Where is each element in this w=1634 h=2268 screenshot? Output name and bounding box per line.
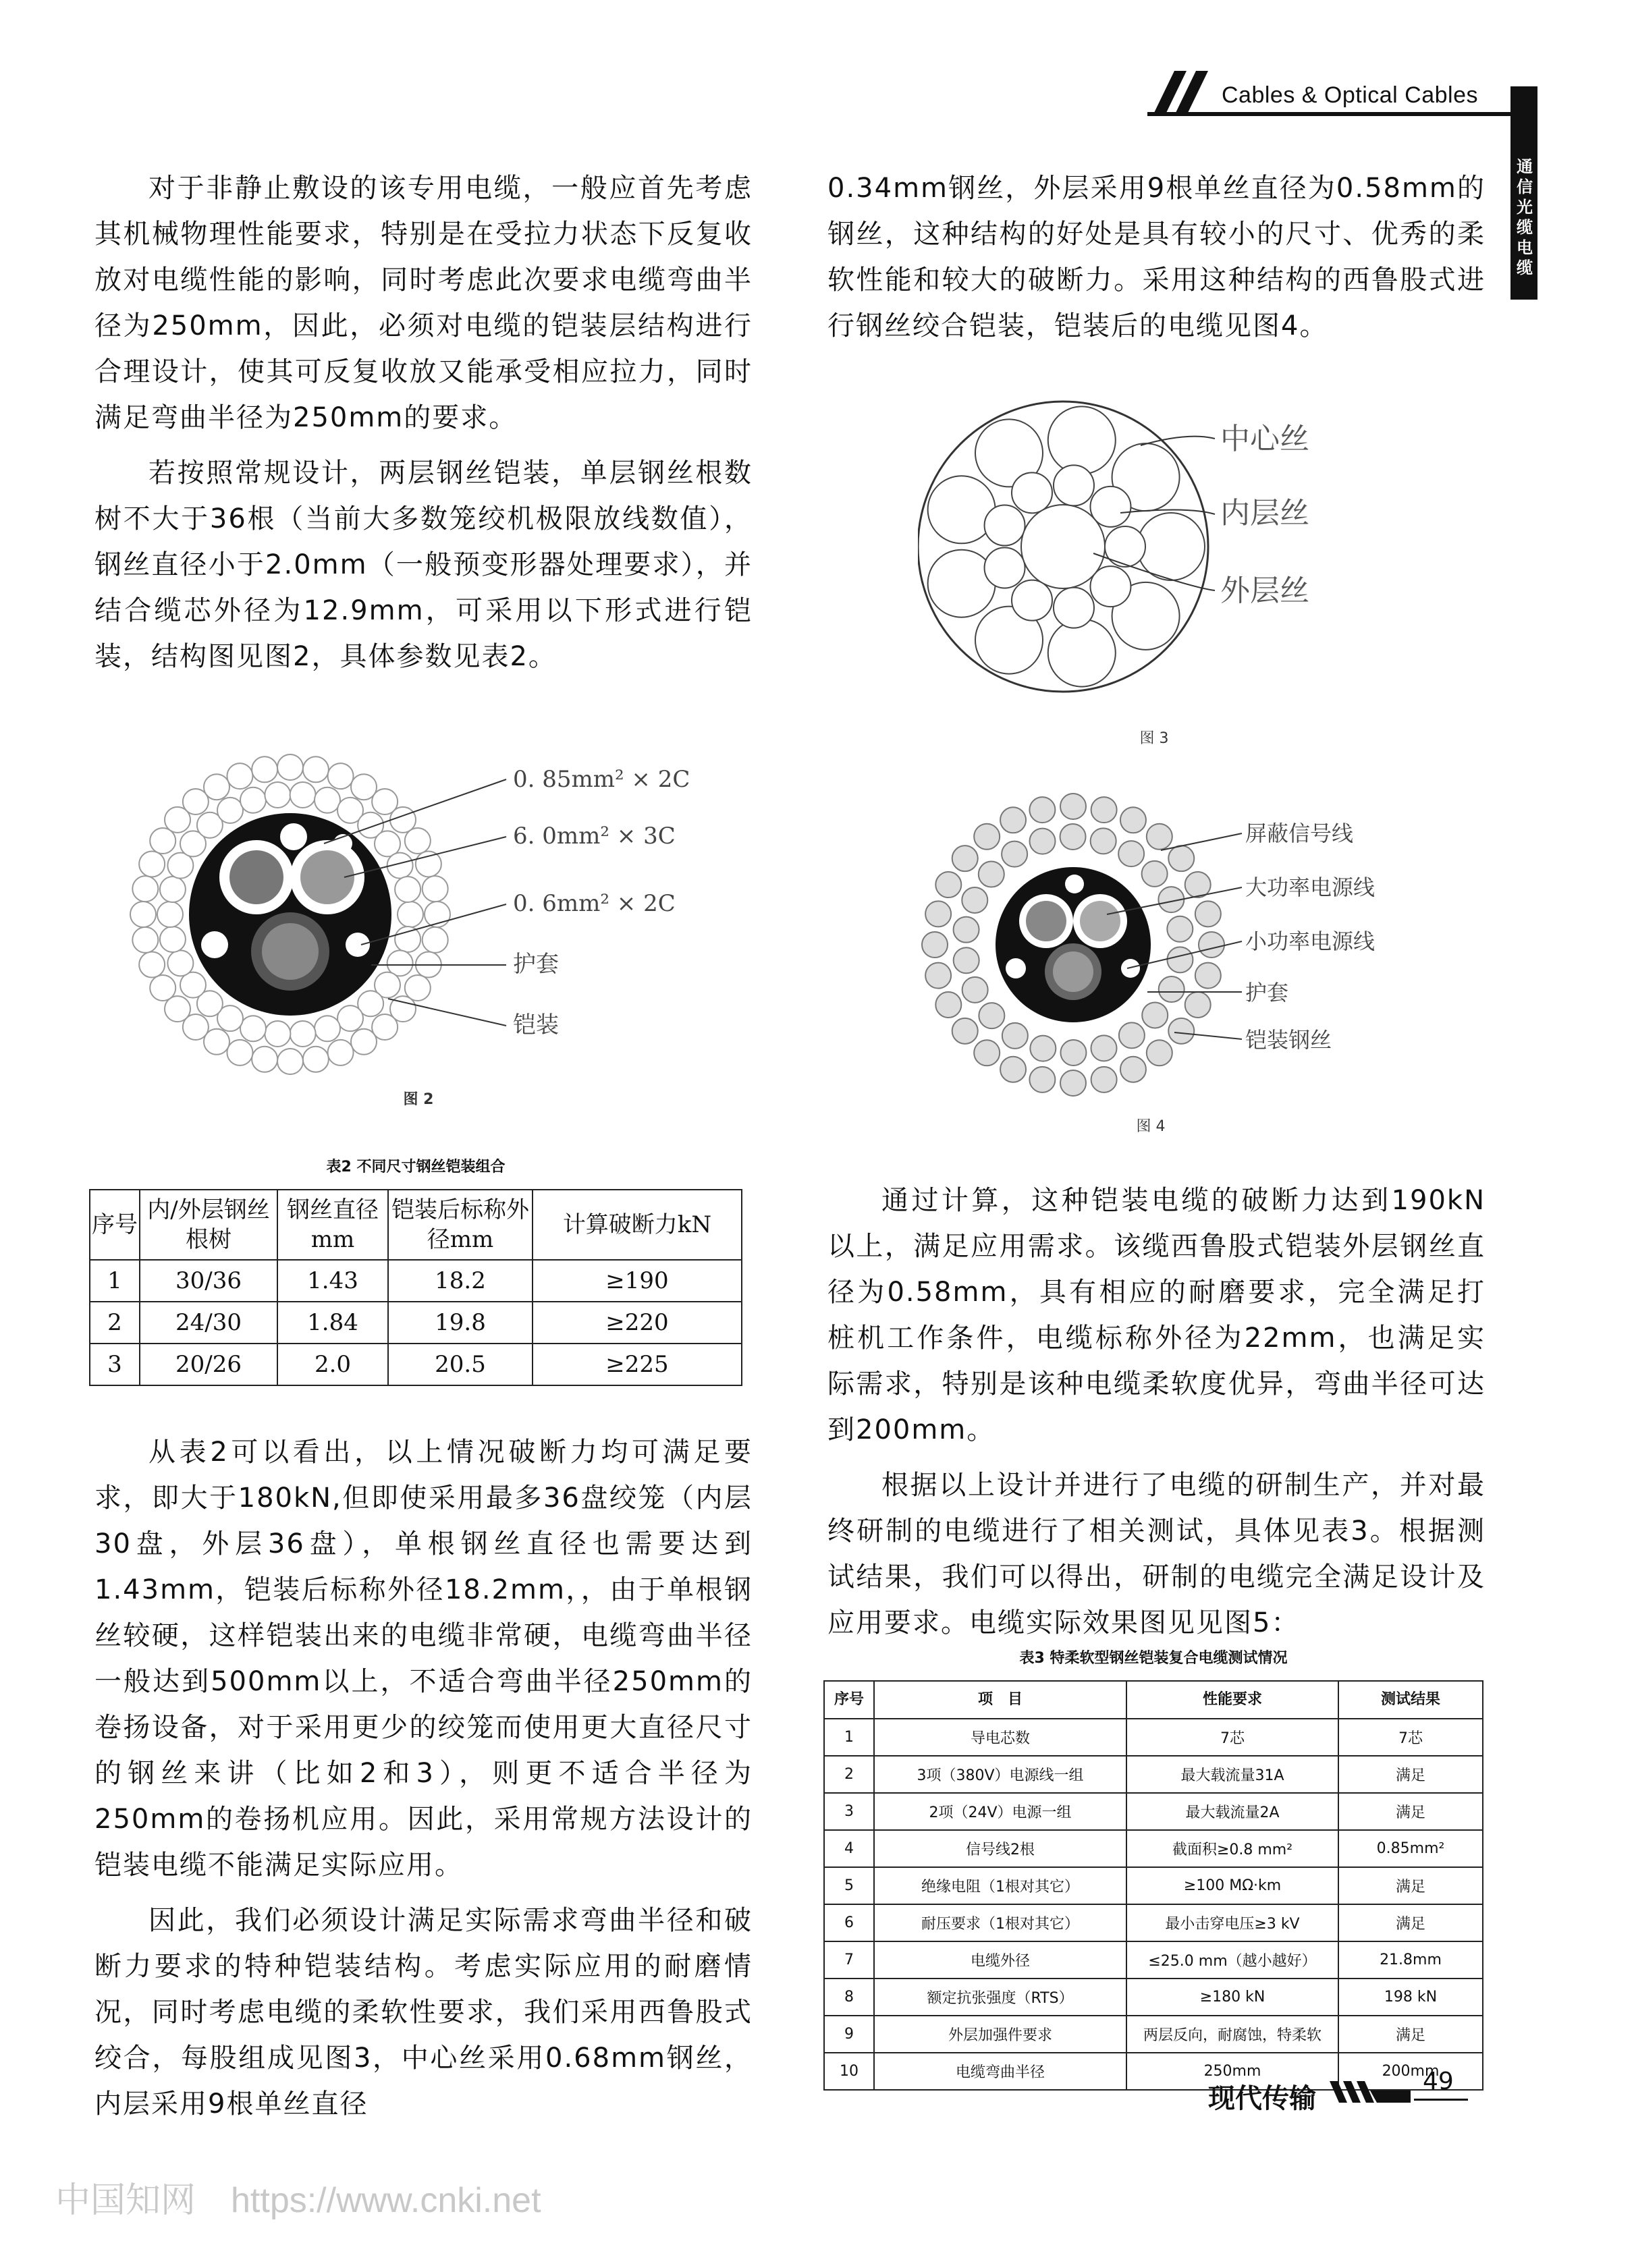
armor-strand — [952, 1018, 978, 1044]
wire — [139, 851, 165, 877]
armor-strand — [1195, 901, 1221, 926]
table-cell: 2.0 — [277, 1344, 388, 1385]
wire — [1137, 513, 1205, 580]
table-cell: 9 — [824, 2016, 874, 2053]
table-cell: 最大载流量2A — [1126, 1793, 1338, 1830]
wire — [252, 756, 277, 782]
armor-strand — [962, 887, 987, 913]
table-cell: 5 — [824, 1867, 874, 1904]
wire — [1054, 465, 1094, 505]
wire — [227, 763, 252, 789]
table-cell: 两层反向，耐腐蚀，特柔软 — [1126, 2016, 1338, 2053]
armor-strand — [925, 963, 951, 989]
table-cell: 198 kN — [1338, 1979, 1483, 2016]
page-number: 49 — [1423, 2068, 1454, 2095]
table-cell: 满足 — [1338, 1756, 1483, 1793]
signal-core — [201, 931, 228, 958]
table-cell: 2 — [824, 1756, 874, 1793]
fig3-label: 中心丝 — [1220, 422, 1309, 456]
table-header: 性能要求 — [1126, 1681, 1338, 1719]
signal-core — [346, 933, 370, 957]
wire — [1012, 580, 1052, 621]
armor-strand — [1168, 1018, 1194, 1044]
table-row — [824, 1979, 1483, 2016]
armor-strand — [1147, 824, 1172, 850]
armor-strand — [974, 824, 1000, 850]
wire — [217, 798, 243, 823]
signal-core — [280, 823, 307, 850]
figure-3-caption: 图 3 — [1139, 730, 1169, 747]
wire — [1105, 526, 1145, 567]
figure-2-cable-cross-section — [128, 742, 736, 1093]
wire — [157, 902, 183, 927]
wire — [290, 1021, 316, 1047]
table-cell: 信号线2根 — [874, 1830, 1126, 1867]
armor-strand — [1142, 1002, 1168, 1028]
table-row — [824, 1719, 1483, 1756]
wire — [423, 876, 448, 902]
table-cell: ≥220 — [533, 1302, 742, 1344]
armor-strand — [1029, 829, 1055, 854]
armor-strand — [954, 947, 979, 973]
table-cell: 30/36 — [140, 1260, 277, 1302]
armor-strand — [1060, 1040, 1086, 1066]
wire — [277, 754, 303, 780]
armor-strand — [1091, 1067, 1117, 1092]
table-cell: 1 — [824, 1719, 874, 1756]
table-cell: 250mm — [1126, 2053, 1338, 2090]
table-cell: 3项（380V）电源线一组 — [874, 1756, 1126, 1793]
table-cell: 20/26 — [140, 1344, 277, 1385]
table-cell: 20.5 — [388, 1344, 533, 1385]
table-2 — [89, 1189, 742, 1386]
wire — [395, 926, 420, 952]
table-3-caption: 表3 特柔软型钢丝铠装复合电缆测试情况 — [1019, 1650, 1288, 1667]
table-cell: 7 — [824, 1941, 874, 1979]
table-cell: ≥180 kN — [1126, 1979, 1338, 2016]
wire — [1054, 588, 1094, 628]
wire — [204, 774, 229, 800]
fig2-label: 铠装 — [513, 1012, 559, 1039]
wire — [328, 763, 354, 789]
wire — [395, 877, 420, 902]
table-header: 项 目 — [874, 1681, 1126, 1719]
paragraph: 因此，我们必须设计满足实际需求弯曲半径和破断力要求的特种铠装结构。考虑实际应用的耐磨情况，同时考虑电缆的柔软性要求，我们采用西鲁股式绞合，每股组成见图3，中心丝采用0.68mm钢丝，内层采用9根单丝直径 — [94, 1905, 753, 2120]
paragraph: 0.34mm钢丝，外层采用9根单丝直径为0.58mm的钢丝，这种结构的好处是具有较小的尺寸、优秀的柔软性能和较大的破断力。采用这种结构的西鲁股式进行钢丝绞合铠装，铠装后的电缆见图4。 — [827, 173, 1486, 341]
armor-strand — [1000, 1057, 1026, 1082]
table-3 — [823, 1680, 1483, 2091]
table-cell: 最小击穿电压≥3 kV — [1126, 1904, 1338, 1941]
wire — [928, 550, 996, 617]
armor-strand — [1029, 797, 1055, 823]
table-row — [824, 1867, 1483, 1904]
wire — [265, 782, 290, 808]
table-cell: 18.2 — [388, 1260, 533, 1302]
wire — [1048, 406, 1116, 474]
wire — [398, 902, 423, 927]
table-cell: 3 — [824, 1793, 874, 1830]
table-cell: 外层加强件要求 — [874, 2016, 1126, 2053]
wire — [315, 787, 340, 813]
section-side-label: 通信光缆电缆 — [1517, 157, 1533, 277]
wire — [928, 476, 996, 543]
wire — [303, 756, 329, 782]
wire — [1048, 619, 1116, 687]
armor-strand — [1167, 947, 1193, 972]
wire — [303, 1047, 329, 1072]
table-cell: ≥190 — [533, 1260, 742, 1302]
journal-brand: 现代传输 — [1208, 2083, 1316, 2114]
table-cell: 截面积≥0.8 mm² — [1126, 1830, 1338, 1867]
wire — [240, 787, 266, 813]
table-cell: 7芯 — [1126, 1719, 1338, 1756]
table-row — [824, 1756, 1483, 1793]
table-row — [824, 1904, 1483, 1941]
wire — [240, 1016, 266, 1041]
wire — [328, 1040, 354, 1066]
armor-strand — [962, 977, 988, 1003]
table-header: 铠装后标称外径mm — [388, 1190, 533, 1260]
armor-strand — [1159, 976, 1184, 1002]
left-column — [94, 165, 753, 689]
fig3-label: 内层丝 — [1220, 496, 1309, 530]
figure-3-strand-cross-section — [918, 385, 1404, 722]
paragraph: 对于非静止敷设的该专用电缆，一般应首先考虑其机械物理性能要求，特别是在受拉力状态下反复收放对电缆性能的影响，同时考虑此次要求电缆弯曲半径为250mm，因此，必须对电缆的铠装层结构进行合理设计，使其可反复收放又能承受相应拉力，同时满足弯曲半径为250mm的要求。 — [94, 173, 753, 433]
wire — [405, 828, 431, 854]
armor-strand — [1091, 1035, 1117, 1061]
wire — [132, 876, 158, 902]
wire — [416, 851, 441, 877]
table-cell: 24/30 — [140, 1302, 277, 1344]
table-cell: 满足 — [1338, 1793, 1483, 1830]
armor-strand — [1195, 963, 1221, 989]
armor-strand — [1199, 932, 1224, 958]
table-header: 计算破断力kN — [533, 1190, 742, 1260]
table-cell: 200mm — [1338, 2053, 1483, 2090]
table-cell: 10 — [824, 2053, 874, 2090]
armor-strand — [1060, 1070, 1086, 1096]
table-cell: ≤25.0 mm（越小越好） — [1126, 1941, 1338, 1979]
table-cell: 电缆弯曲半径 — [874, 2053, 1126, 2090]
wire — [150, 975, 175, 1001]
fig4-label: 大功率电源线 — [1245, 875, 1376, 900]
armor-strand — [954, 917, 979, 943]
header-rule — [1147, 112, 1532, 116]
armor-strand — [1120, 1057, 1146, 1082]
wire — [290, 782, 316, 808]
wire — [423, 927, 448, 953]
journal-header-title: Cables & Optical Cables — [1222, 82, 1479, 108]
table-header: 内/外层钢丝根树 — [140, 1190, 277, 1260]
armor-strand — [1029, 1067, 1055, 1092]
table-cell: 满足 — [1338, 1904, 1483, 1941]
table-row — [824, 2016, 1483, 2053]
armor-strand — [1120, 807, 1146, 833]
table-header: 序号 — [824, 1681, 874, 1719]
fig2-label: 6. 0mm² × 3C — [513, 823, 676, 850]
table-cell: 19.8 — [388, 1302, 533, 1344]
table-cell: 8 — [824, 1979, 874, 2016]
armor-strand — [1168, 846, 1194, 871]
table-cell: 0.85mm² — [1338, 1830, 1483, 1867]
wire — [227, 1040, 252, 1066]
table-cell: 最大载流量31A — [1126, 1756, 1338, 1793]
table-row — [90, 1260, 742, 1302]
armor-strand — [979, 1003, 1004, 1028]
journal-logo-stripes — [1147, 71, 1208, 113]
fig2-label: 0. 6mm² × 2C — [513, 890, 676, 917]
table-cell: 额定抗张强度（RTS） — [874, 1979, 1126, 2016]
table-row — [824, 1941, 1483, 1979]
table-row — [824, 1793, 1483, 1830]
wire — [132, 927, 158, 953]
table-cell: 1.43 — [277, 1260, 388, 1302]
figure-4-caption: 图 4 — [1136, 1118, 1166, 1135]
armor-strand — [925, 901, 951, 926]
wire — [337, 1005, 363, 1031]
table-cell: 满足 — [1338, 2016, 1483, 2053]
left-column-continued — [94, 1429, 753, 2136]
armor-strand — [1185, 872, 1211, 897]
fig2-label: 护套 — [513, 951, 559, 978]
armor-strand — [979, 862, 1004, 887]
armor-strand — [952, 846, 978, 871]
armor-strand — [974, 1040, 1000, 1066]
wire — [130, 902, 156, 927]
table-cell: 7芯 — [1338, 1719, 1483, 1756]
armor-strand — [1060, 794, 1086, 819]
wire — [167, 950, 193, 976]
table-cell: 4 — [824, 1830, 874, 1867]
wire — [139, 952, 165, 978]
table-cell: 绝缘电阻（1根对其它） — [874, 1867, 1126, 1904]
armor-strand — [1000, 807, 1026, 833]
table-cell: ≥100 MΩ·km — [1126, 1867, 1338, 1904]
table-cell: 电缆外径 — [874, 1941, 1126, 1979]
cnki-watermark: 中国知网 https://www.cnki.net — [55, 2181, 541, 2220]
table-cell: ≥225 — [533, 1344, 742, 1385]
armor-strand — [1185, 992, 1211, 1018]
fig3-label: 外层丝 — [1220, 574, 1309, 608]
table-cell: 2项（24V）电源一组 — [874, 1793, 1126, 1830]
table-row — [824, 1830, 1483, 1867]
armor-strand — [1119, 1022, 1145, 1048]
wire — [985, 547, 1025, 588]
table-header: 测试结果 — [1338, 1681, 1483, 1719]
paragraph: 从表2可以看出，以上情况破断力均可满足要求，即大于180kN,但即使采用最多36盘绞笼（内层30盘，外层36盘），单根钢丝直径也需要达到1.43mm，铠装后标称外径18.2mm，，由于单根钢丝较硬，这样铠装出来的电缆非常硬，电缆弯曲半径一般达到500mm以上，不适合弯曲半径250mm的卷扬设备，对于采用更少的绞笼而使用更大直径尺寸的钢丝来讲（比如2和3），则更不适合半径为250mm的卷扬机应用。因此，采用常规方法设计的铠装电缆不能满足实际应用。 — [94, 1437, 753, 1881]
table-row — [90, 1302, 742, 1344]
fig4-label: 护套 — [1245, 980, 1289, 1005]
table-cell: 3 — [90, 1344, 140, 1385]
figure-4-armored-cable-cross-section — [898, 776, 1458, 1113]
fig4-label: 铠装钢丝 — [1245, 1027, 1332, 1053]
right-column — [827, 165, 1486, 358]
fig2-label: 0. 85mm² × 2C — [513, 766, 690, 793]
table-cell: 6 — [824, 1904, 874, 1941]
wire — [315, 1016, 340, 1041]
armor-strand — [1060, 824, 1086, 850]
table-cell: 导电芯数 — [874, 1719, 1126, 1756]
table-cell: 21.8mm — [1338, 1941, 1483, 1979]
armor-strand — [1167, 916, 1193, 942]
table-cell: 1.84 — [277, 1302, 388, 1344]
armor-strand — [1030, 1036, 1056, 1061]
wire — [252, 1047, 277, 1072]
paragraph: 通过计算，这种铠装电缆的破断力达到190kN以上，满足应用需求。该缆西鲁股式铠装外层钢丝直径为0.58mm，具有相应的耐磨要求，完全满足打桩机工作条件，电缆标称外径为22mm，也满足实际需求，特别是该种电缆柔软度优异，弯曲半径可达到200mm。 — [827, 1185, 1486, 1445]
wire — [160, 877, 186, 902]
power-conductor — [229, 850, 283, 904]
armor-strand — [1142, 861, 1168, 887]
armor-strand — [1002, 1023, 1028, 1049]
table-2-caption: 表2 不同尺寸钢丝铠装组合 — [326, 1159, 506, 1176]
table-row — [90, 1344, 742, 1385]
armor-strand — [1147, 1040, 1172, 1066]
wire — [160, 926, 186, 952]
wire — [265, 1021, 290, 1047]
right-column-continued — [827, 1178, 1486, 1655]
figure-2-caption: 图 2 — [403, 1091, 434, 1108]
armor-strand — [1091, 828, 1116, 854]
table-cell: 1 — [90, 1260, 140, 1302]
brand-stripes-icon — [1330, 2076, 1411, 2107]
fig4-label: 小功率电源线 — [1245, 929, 1376, 954]
fig4-label: 屏蔽信号线 — [1245, 821, 1354, 846]
armor-strand — [1002, 841, 1027, 867]
center-wire — [1021, 505, 1105, 588]
armor-strand — [935, 872, 961, 897]
armor-strand — [922, 932, 948, 958]
table-cell: 满足 — [1338, 1867, 1483, 1904]
table-header: 钢丝直径mm — [277, 1190, 388, 1260]
wire — [277, 1049, 303, 1074]
wire — [985, 505, 1025, 546]
paragraph: 若按照常规设计，两层钢丝铠装，单层钢丝根数树不大于36根（当前大多数笼绞机极限放线数值），钢丝直径小于2.0mm（一般预变形器处理要求），并结合缆芯外径为12.9mm，可采用以下形式进行铠装，结构图见图2，具体参数见表2。 — [94, 458, 753, 672]
footer-rule — [1414, 2099, 1468, 2101]
paragraph: 根据以上设计并进行了电缆的研制生产，并对最终研制的电缆进行了相关测试，具体见表3。根据测试结果，我们可以得出，研制的电缆完全满足设计及应用要求。电缆实际效果图见见图5： — [827, 1470, 1486, 1638]
armor-strand — [1091, 797, 1117, 823]
armor-strand — [935, 992, 961, 1018]
table-cell: 2 — [90, 1302, 140, 1344]
power-conductor — [262, 923, 319, 980]
table-cell: 耐压要求（1根对其它） — [874, 1904, 1126, 1941]
table-header: 序号 — [90, 1190, 140, 1260]
armor-strand — [1118, 841, 1144, 866]
wire — [351, 1029, 377, 1055]
wire — [1012, 472, 1052, 513]
